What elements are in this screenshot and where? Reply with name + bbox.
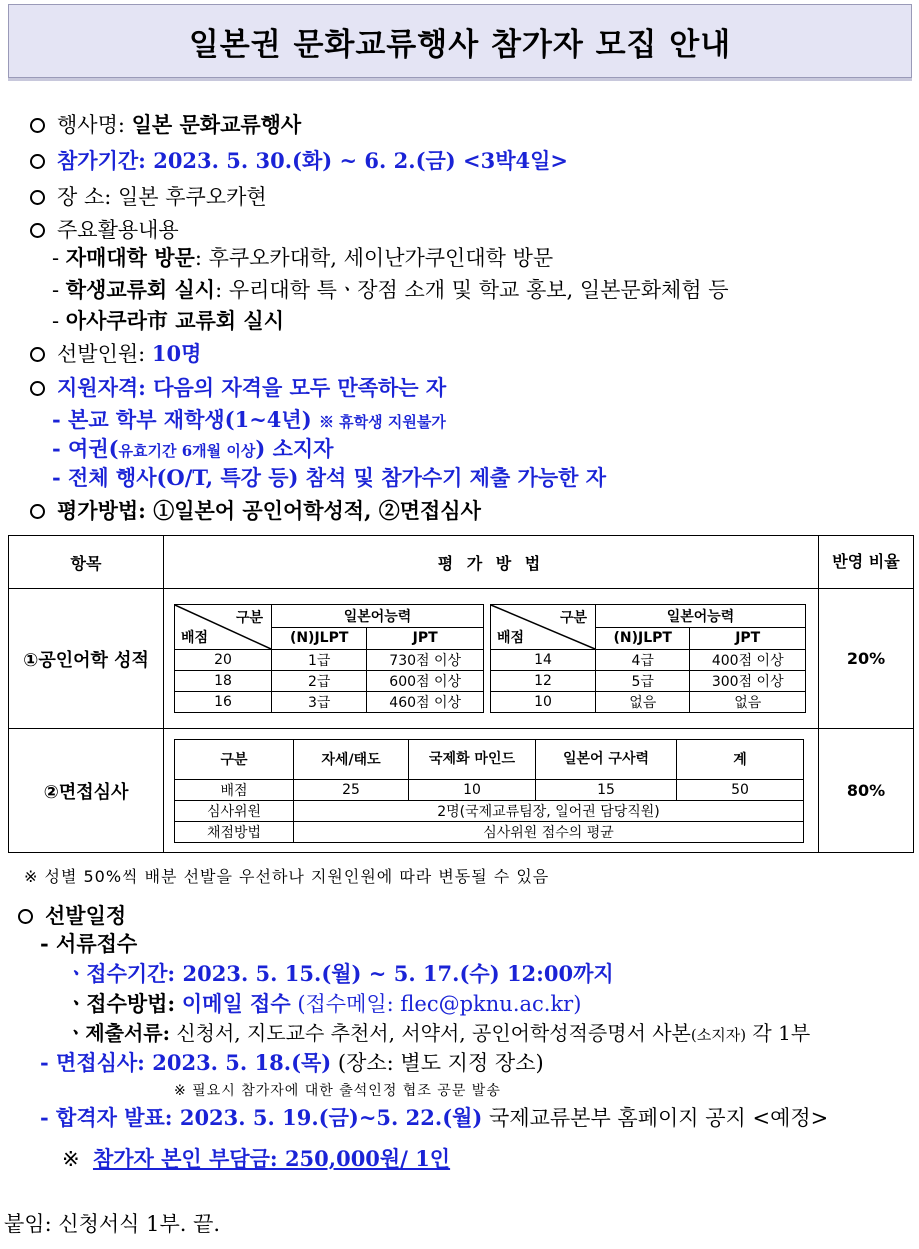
- place-line: 장 소: 일본 후쿠오카현: [30, 181, 267, 211]
- table-row: 배점 25 10 15 50: [175, 779, 804, 800]
- selection-count-line: 선발인원: 10명: [30, 338, 201, 368]
- attachment-line: 붙임: 신청서식 1부. 끝.: [4, 1212, 221, 1236]
- circle-bullet-icon: [18, 909, 33, 924]
- circle-bullet-icon: [30, 118, 45, 133]
- table-row: 14 4급 400점 이상: [491, 650, 806, 671]
- table-row: 20 1급 730점 이상: [175, 650, 484, 671]
- header-item: 항목: [9, 536, 164, 589]
- activity-item: - 학생교류회 실시: 우리대학 특ㆍ장점 소개 및 학교 홍보, 일본문화체험 등: [52, 277, 729, 302]
- docs-title: - 서류접수: [40, 931, 138, 956]
- circle-bullet-icon: [30, 347, 45, 362]
- schedule-title: 선발일정: [18, 900, 126, 930]
- circle-bullet-icon: [30, 381, 45, 396]
- title-banner: [8, 4, 912, 78]
- table-row: 10 없음 없음: [491, 692, 806, 713]
- fee-line: ※ 참가자 본인 부담금: 250,000원/ 1인: [62, 1146, 451, 1171]
- eligibility-item: - 여권(유효기간 6개월 이상) 소지자: [52, 436, 334, 461]
- result-announcement: - 합격자 발표: 2023. 5. 19.(금)~5. 22.(월) 국제교류본부 홈페이지 공지 <예정>: [40, 1105, 829, 1130]
- interview-table: 구분 자세/태도 국제화 마인드 일본어 구사력 계 배점 25 10 15 50 심사위원 2명(국제교류팀장, 일어권 담당직원) 채점방법 심사위원 점수의 평균: [174, 739, 804, 843]
- eligibility-item: - 본교 학부 재학생(1~4년) ※ 휴학생 지원불가: [52, 407, 446, 432]
- language-score-tables: [174, 604, 808, 713]
- circle-bullet-icon: [30, 190, 45, 205]
- submit-docs: ㆍ제출서류: 신청서, 지도교수 추천서, 서약서, 공인어학성적증명서 사본(소지자) 각 1부: [66, 1021, 811, 1045]
- circle-bullet-icon: [30, 154, 45, 169]
- evaluation-line: 평가방법: ①일본어 공인어학성적, ②면접심사: [30, 495, 481, 525]
- page-title: 일본권 문화교류행사 참가자 모집 안내: [188, 27, 732, 63]
- activity-item: - 아사쿠라市 교류회 실시: [52, 308, 284, 333]
- category-language: ①공인어학 성적: [9, 589, 164, 729]
- ratio-language: 20%: [819, 589, 914, 729]
- ratio-interview: 80%: [819, 729, 914, 853]
- evaluation-table: [8, 535, 914, 853]
- table-row: 16 3급 460점 이상: [175, 692, 484, 713]
- header-ratio: 반영 비율: [819, 536, 914, 589]
- activity-item: - 자매대학 방문: 후쿠오카대학, 세이난가쿠인대학 방문: [52, 245, 554, 270]
- table-row: 12 5급 300점 이상: [491, 671, 806, 692]
- interview-schedule: - 면접심사: 2023. 5. 18.(목) (장소: 별도 지정 장소): [40, 1050, 544, 1075]
- table-row: 18 2급 600점 이상: [175, 671, 484, 692]
- event-name-line: 행사명: 일본 문화교류행사: [30, 109, 301, 139]
- receive-period: ㆍ접수기간: 2023. 5. 15.(월) ~ 5. 17.(수) 12:00까지: [66, 961, 614, 986]
- language-table-right: 구분 배점 일본어능력 (N)JLPT JPT 14 4급 400점 이상 12 5급 300점 이상 10 없음 없음: [490, 604, 806, 713]
- table-row: 심사위원 2명(국제교류팀장, 일어권 담당직원): [175, 800, 804, 821]
- language-table-left: 구분 배점 일본어능력 (N)JLPT JPT 20 1급 730점 이상 18 2급 600점 이상 16 3급 460점 이상: [174, 604, 484, 713]
- eligibility-title: 지원자격: 다음의 자격을 모두 만족하는 자: [30, 372, 446, 402]
- category-interview: ②면접심사: [9, 729, 164, 853]
- circle-bullet-icon: [30, 223, 45, 238]
- eligibility-item: - 전체 행사(O/T, 특강 등) 참석 및 참가수기 제출 가능한 자: [52, 465, 607, 490]
- receive-method: ㆍ접수방법: 이메일 접수 (접수메일: flec@pknu.ac.kr): [66, 991, 582, 1016]
- interview-note: ※ 필요시 참가자에 대한 출석인정 협조 공문 발송: [174, 1083, 501, 1099]
- period-line: 참가기간: 2023. 5. 30.(화) ~ 6. 2.(금) <3박4일>: [30, 145, 568, 175]
- header-method: 평 가 방 법: [164, 536, 819, 589]
- circle-bullet-icon: [30, 504, 45, 519]
- table-row: 채점방법 심사위원 점수의 평균: [175, 821, 804, 842]
- activities-title: 주요활용내용: [30, 214, 179, 244]
- gender-note: ※ 성별 50%씩 배분 선발을 우선하나 지원인원에 따라 변동될 수 있음: [24, 867, 550, 886]
